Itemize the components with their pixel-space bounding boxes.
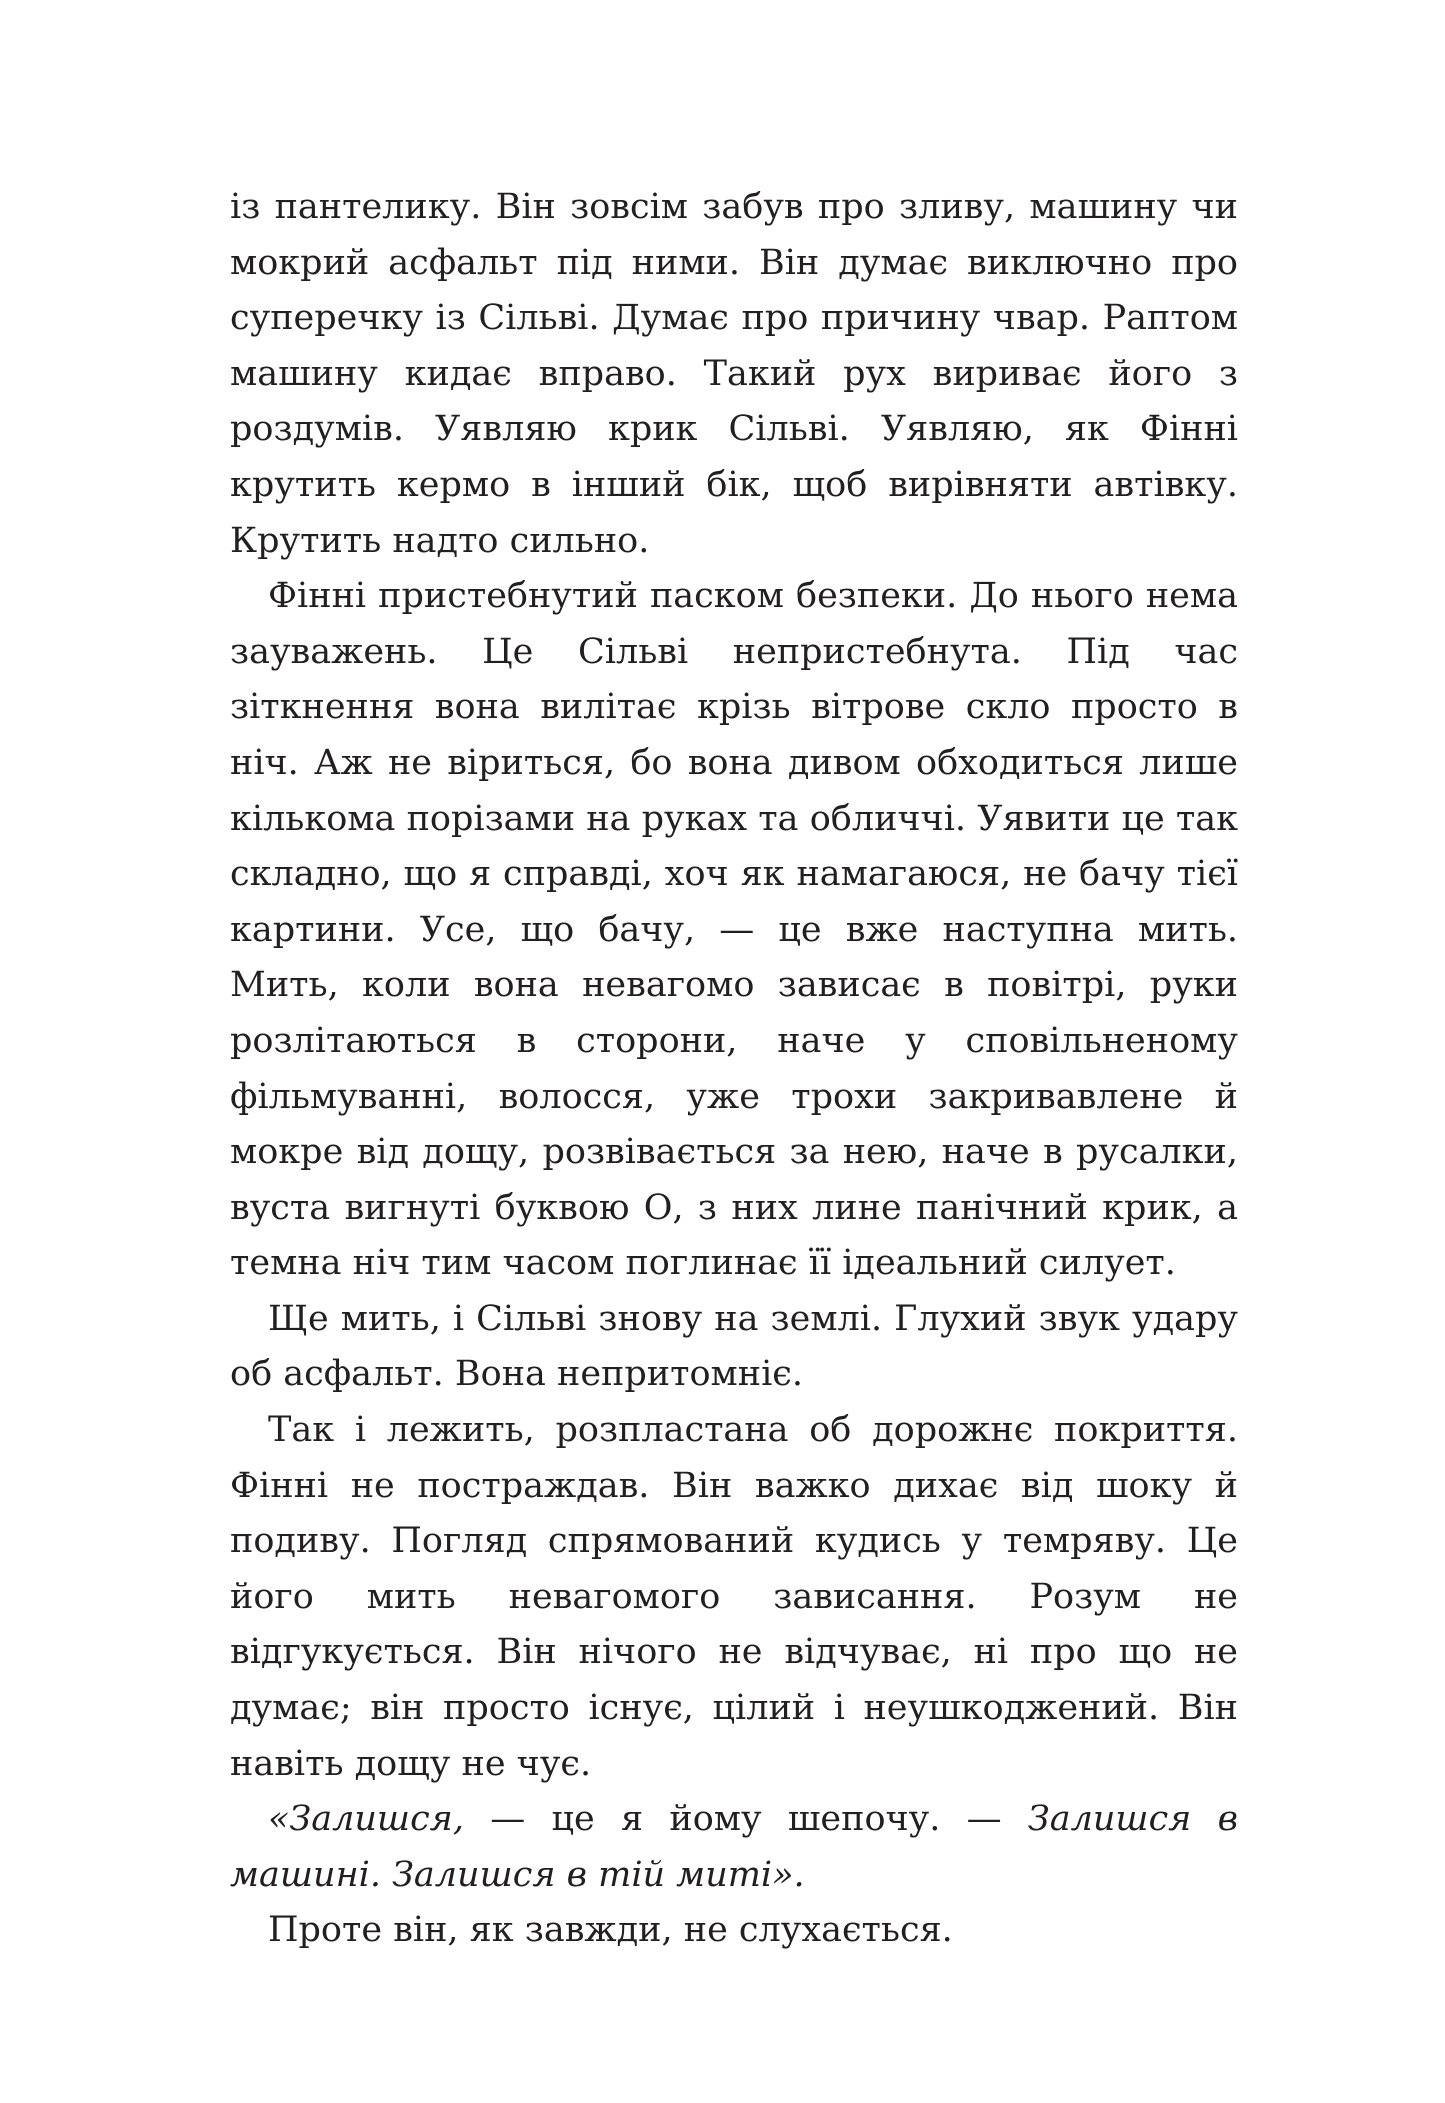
paragraph-4	[230, 1403, 1238, 1792]
paragraph-6	[230, 1903, 1238, 1959]
paragraph-4-text: Так і лежить, розпластана об дорожнє покриття. Фінні не постраждав. Він важко дихає від шоку й подиву. Погляд спрямований кудись у темряву. Це його мить невагомого зависання. Розум не відгукується. Він нічого не відчуває, ні про що не думає; він просто існує, цілий і неушкоджений. Він навіть дощу не чує.	[230, 1410, 1238, 1784]
paragraph-5-italic-start: «Залишся,	[268, 1799, 464, 1840]
paragraph-2-text: Фінні пристебнутий паском безпеки. До нього нема зауважень. Це Сільві непристебнута. Під час зіткнення вона вилітає крізь вітрове скло просто в ніч. Аж не віриться, бо вона дивом обходиться лише кількома порізами на руках та обличчі. Уявити це так складно, що я справді, хоч як намагаюся, не бачу тієї картини. Усе, що бачу, — це вже наступна мить. Мить, коли вона невагомо зависає в повітрі, руки розлітаються в сторони, наче у сповільненому фільмуванні, волосся, уже трохи закривавлене й мокре від дощу, розвівається за нею, наче в русалки, вуста вигнуті буквою О, з них лине панічний крик, а темна ніч тим часом поглинає її ідеальний силует.	[230, 576, 1238, 1284]
paragraph-1-text: із пантелику. Він зовсім забув про зливу, машину чи мокрий асфальт під ними. Він думає виключно про суперечку із Сільві. Думає про причину чвар. Раптом машину кидає вправо. Такий рух вириває його з роздумів. Уявляю крик Сільві. Уявляю, як Фінні крутить кермо в інший бік, щоб вирівняти автівку. Крутить надто сильно.	[230, 187, 1238, 561]
paragraph-5-roman: — це я йому шепочу. —	[463, 1799, 1028, 1840]
paragraph-6-text: Проте він, як завжди, не слухається.	[268, 1910, 953, 1951]
paragraph-5	[230, 1792, 1238, 1903]
paragraph-5-italic-end: Залишся в машині. Залишся в тій миті».	[230, 1799, 1238, 1895]
paragraph-3-text: Ще мить, і Сільві знову на землі. Глухий звук удару об асфальт. Вона непритомніє.	[230, 1298, 1238, 1395]
paragraph-1	[230, 180, 1238, 569]
paragraph-2	[230, 569, 1238, 1292]
paragraph-3	[230, 1292, 1238, 1403]
page-body-text	[230, 180, 1238, 1959]
